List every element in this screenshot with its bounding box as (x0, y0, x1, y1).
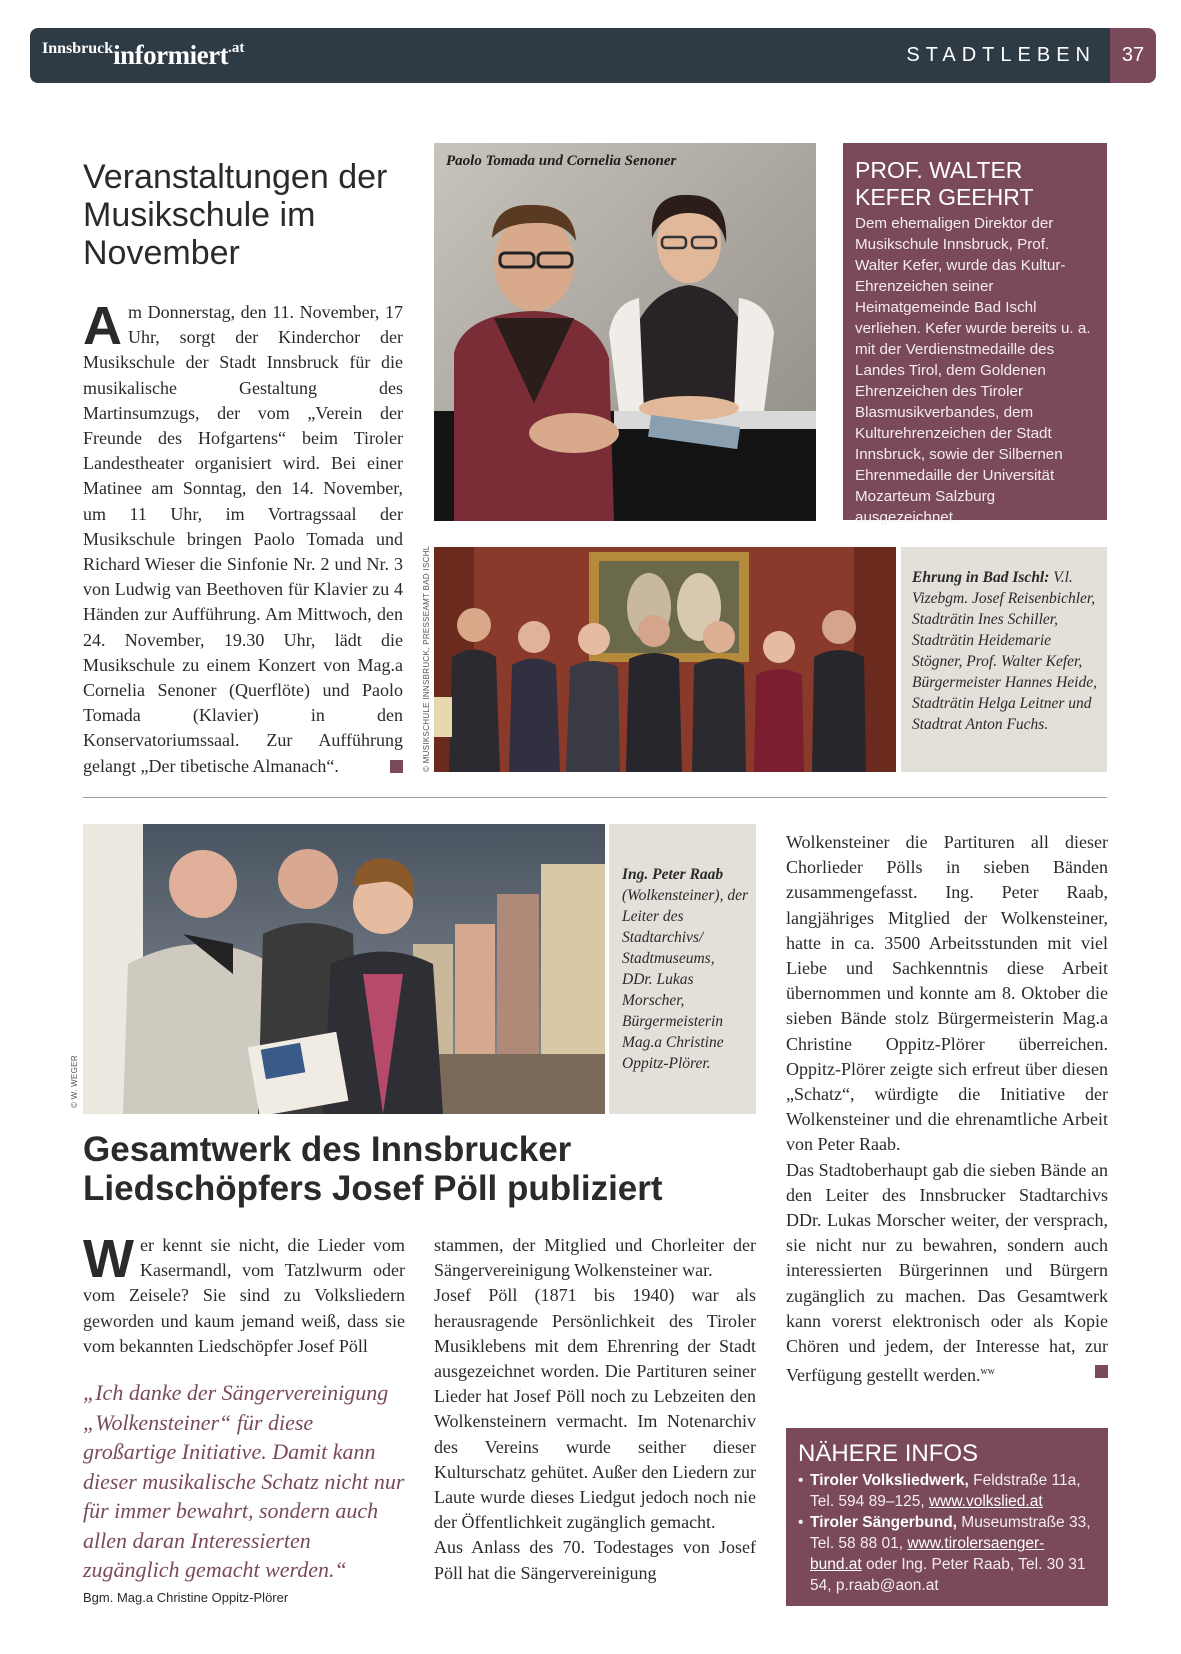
article2-col-b-p1: stammen, der Mitglied und Chorleiter der Sängervereinigung Wolkensteiner war. (434, 1235, 756, 1281)
volksliedwerk-name: Tiroler Volksliedwerk, (810, 1472, 969, 1489)
photo3-caption-box (609, 824, 756, 1114)
brand-main: informiert (113, 40, 229, 70)
pull-quote: „Ich danke der Sängervereinigung „Wolkensteiner“ für diese großartige Initiative. Damit kann dieser musikalische Schatz nicht nur für immer bewahrt, sondern auch allen daran Interessierten zugänglich gemacht werden.“ (83, 1380, 405, 1582)
photo3-credit: © W. WEGER (70, 1055, 79, 1108)
article2-col-b-p2: Josef Pöll (1871 bis 1940) war als herausragende Persönlichkeit des Tiroler Musiklebens mit dem Ehrenring der Stadt ausgezeichnet worden. Die Partituren seiner Lieder hat Josef Pöll noch zu Lebzeiten den Wolkensteinern vermacht. Im Notenarchiv des Vereins wurde seither dieser Kulturschatz gehütet. Außer den Liedern zur Laute wurde dieses Liedgut jedoch noch nie der Öffentlichkeit zugänglich gemacht. (434, 1285, 756, 1533)
page-number: 37 (1110, 28, 1156, 83)
photo1-caption: Paolo Tomada und Cornelia Senoner (446, 153, 677, 169)
kefer-box-body: Dem ehemaligen Direktor der Musikschule Innsbruck, Prof. Walter Kefer, wurde das Kultur-Ehrenzeichen seiner Heimatgemeinde Bad Ischl verliehen. Kefer wurde bereits u. a. mit der Verdienstmedaille des Landes Tirol, dem Goldenen Ehrenzeichen des Tiroler Blasmusikverbandes, dem Kulturehrenzeichen der Stadt Innsbruck, sowie der Silbernen Ehrenmedaille der Universität Mozarteum Salzburg ausgezeichnet. (855, 215, 1091, 526)
article2-dropcap: W (83, 1229, 134, 1289)
section-divider (83, 797, 1107, 798)
article1-body (83, 296, 403, 779)
article2-column-b (434, 1233, 756, 1586)
volksliedwerk-address: Feldstraße 11a, Tel. 594 89–125, (810, 1472, 1081, 1510)
kefer-box-title-line1: PROF. WALTER (855, 157, 1023, 183)
saengerbund-contact: oder Ing. Peter Raab, Tel. 30 31 54, p.raab@aon.at (810, 1556, 1086, 1594)
brand-small: Innsbruck (42, 40, 114, 57)
photo3-caption-text: (Wolkensteiner), der Leiter des Stadtarchivs/ Stadtmuseums, DDr. Lukas Morscher, Bürgermeisterin Mag.a Christine Oppitz-Plörer. (622, 887, 748, 1072)
saengerbund-address: Museumstraße 33, Tel. 58 88 01, (810, 1514, 1091, 1552)
photo3-caption (622, 864, 748, 1074)
brand-suffix: .at (228, 40, 245, 56)
article1-text: m Donnerstag, den 11. November, 17 Uhr, sorgt der Kinderchor der Musikschule der Stadt Innsbruck für die musikalische Gestaltung des Martinsumzugs, der vom „Verein der Freunde des Hofgartens“ beim Tiroler Landestheater organisiert wird. Bei einer Matinee am Sonntag, den 14. November, um 11 Uhr, im Vortragssaal der Musikschule bringen Paolo Tomada und Richard Wieser die Sinfonie Nr. 2 und Nr. 3 von Ludwig van Beethoven für Klavier zu 4 Händen zur Aufführung. Am Mittwoch, den 24. November, 19.30 Uhr, lädt die Musikschule zu einem Konzert von Mag.a Cornelia Senoner (Querflöte) und Paolo Tomada (Klavier) in den Konservatoriumssaal. Zur Aufführung gelangt „Der tibetische Almanach“. (83, 302, 403, 776)
photo2-caption-text: V.l. Vizebgm. Josef Reisenbichler, Stadträtin Ines Schiller, Stadträtin Heidemarie Stögner, Prof. Walter Kefer, Bürgermeister Hannes Heide, Stadträtin Helga Leitner und Stadtrat Anton Fuchs. (912, 569, 1097, 733)
photo-ehrung-bad-ischl (434, 547, 896, 772)
kefer-info-box (843, 143, 1107, 526)
photo2-caption (912, 567, 1097, 735)
more-info-item-volksliedwerk (798, 1470, 1096, 1512)
photo2-caption-bold: Ehrung in Bad Ischl: (912, 569, 1050, 586)
article2-col-b-p3: Aus Anlass des 70. Todestages von Josef Pöll hat die Sängervereinigung (434, 1537, 756, 1583)
more-info-item-saengerbund (798, 1512, 1096, 1596)
article2-col-c-p1: Wolkensteiner die Partituren all dieser Chorlieder Pölls in sieben Bänden zusammengefasst. Ing. Peter Raab, langjähriges Mitglied der Wolkensteiner, hatte in ca. 3500 Arbeitsstunden mit viel Liebe und Sachkenntnis diese Arbeit übernommen und konnte am 8. Oktober die sieben Bände stolz Bürgermeisterin Mag.a Christine Oppitz-Plörer überreichen. Oppitz-Plörer zeigte sich erfreut über diesen „Schatz“, würdigte die Initiative der Wolkensteiner und die ehrenamtliche Arbeit von Peter Raab. (786, 832, 1108, 1155)
article2-col-a-text: er kennt sie nicht, die Lieder vom Kasermandl, vom Tatzlwurm oder vom Zeisele? Sie sind zu Volksliedern geworden und kaum jemand weiß, dass sie vom bekannten Liedschöpfer Josef Pöll (83, 1235, 405, 1356)
article1-dropcap: A (83, 296, 122, 356)
kefer-box-title-line2: KEFER GEEHRT (855, 184, 1034, 210)
more-info-title: NÄHERE INFOS (798, 1440, 979, 1467)
photo-tomada-senoner (434, 143, 816, 521)
end-mark-square (390, 760, 403, 773)
article1-headline: Veranstaltungen der Musikschule im November (83, 158, 388, 272)
article2-column-c (786, 830, 1108, 1388)
photo-poell-handover (83, 824, 605, 1114)
pull-quote-author: Bgm. Mag.a Christine Oppitz-Plörer (83, 1590, 289, 1605)
author-signature: ww (980, 1366, 995, 1378)
more-info-box (786, 1428, 1108, 1606)
photo2-credit: © MUSIKSCHULE INNSBRUCK, PRESSEAMT BAD ISCHL (422, 545, 431, 772)
page-header (30, 28, 1116, 83)
end-mark-square-2 (1095, 1365, 1108, 1378)
photo3-caption-bold: Ing. Peter Raab (622, 866, 724, 883)
more-info-list (798, 1470, 1096, 1596)
brand-logo (42, 40, 244, 71)
article2-column-a (83, 1229, 405, 1359)
article2-col-c-p2-text: Das Stadtoberhaupt gab die sieben Bände an den Leiter des Innsbrucker Stadtarchivs DDr. Lukas Morscher weiter, der versprach, sie nicht nur zu bewahren, sondern auch interessierten Bürgerinnen und Bürgern zugänglich zu machen. Das Gesamtwerk kann vorerst elektronisch oder als Kopie Chören und jedem, der Interesse hat, zur Verfügung gestellt werden. (786, 1159, 1108, 1386)
article2-col-c-p2 (786, 1158, 1108, 1389)
volksliedwerk-link[interactable]: www.volkslied.at (928, 1493, 1043, 1510)
article2-headline: Gesamtwerk des Innsbrucker Liedschöpfers Josef Pöll publiziert (83, 1130, 663, 1208)
saengerbund-name: Tiroler Sängerbund, (810, 1514, 957, 1531)
saengerbund-link[interactable]: www.tirolersaenger-bund.at (810, 1535, 1045, 1573)
section-label: STADTLEBEN (906, 44, 1096, 66)
photo2-caption-box (901, 547, 1107, 772)
